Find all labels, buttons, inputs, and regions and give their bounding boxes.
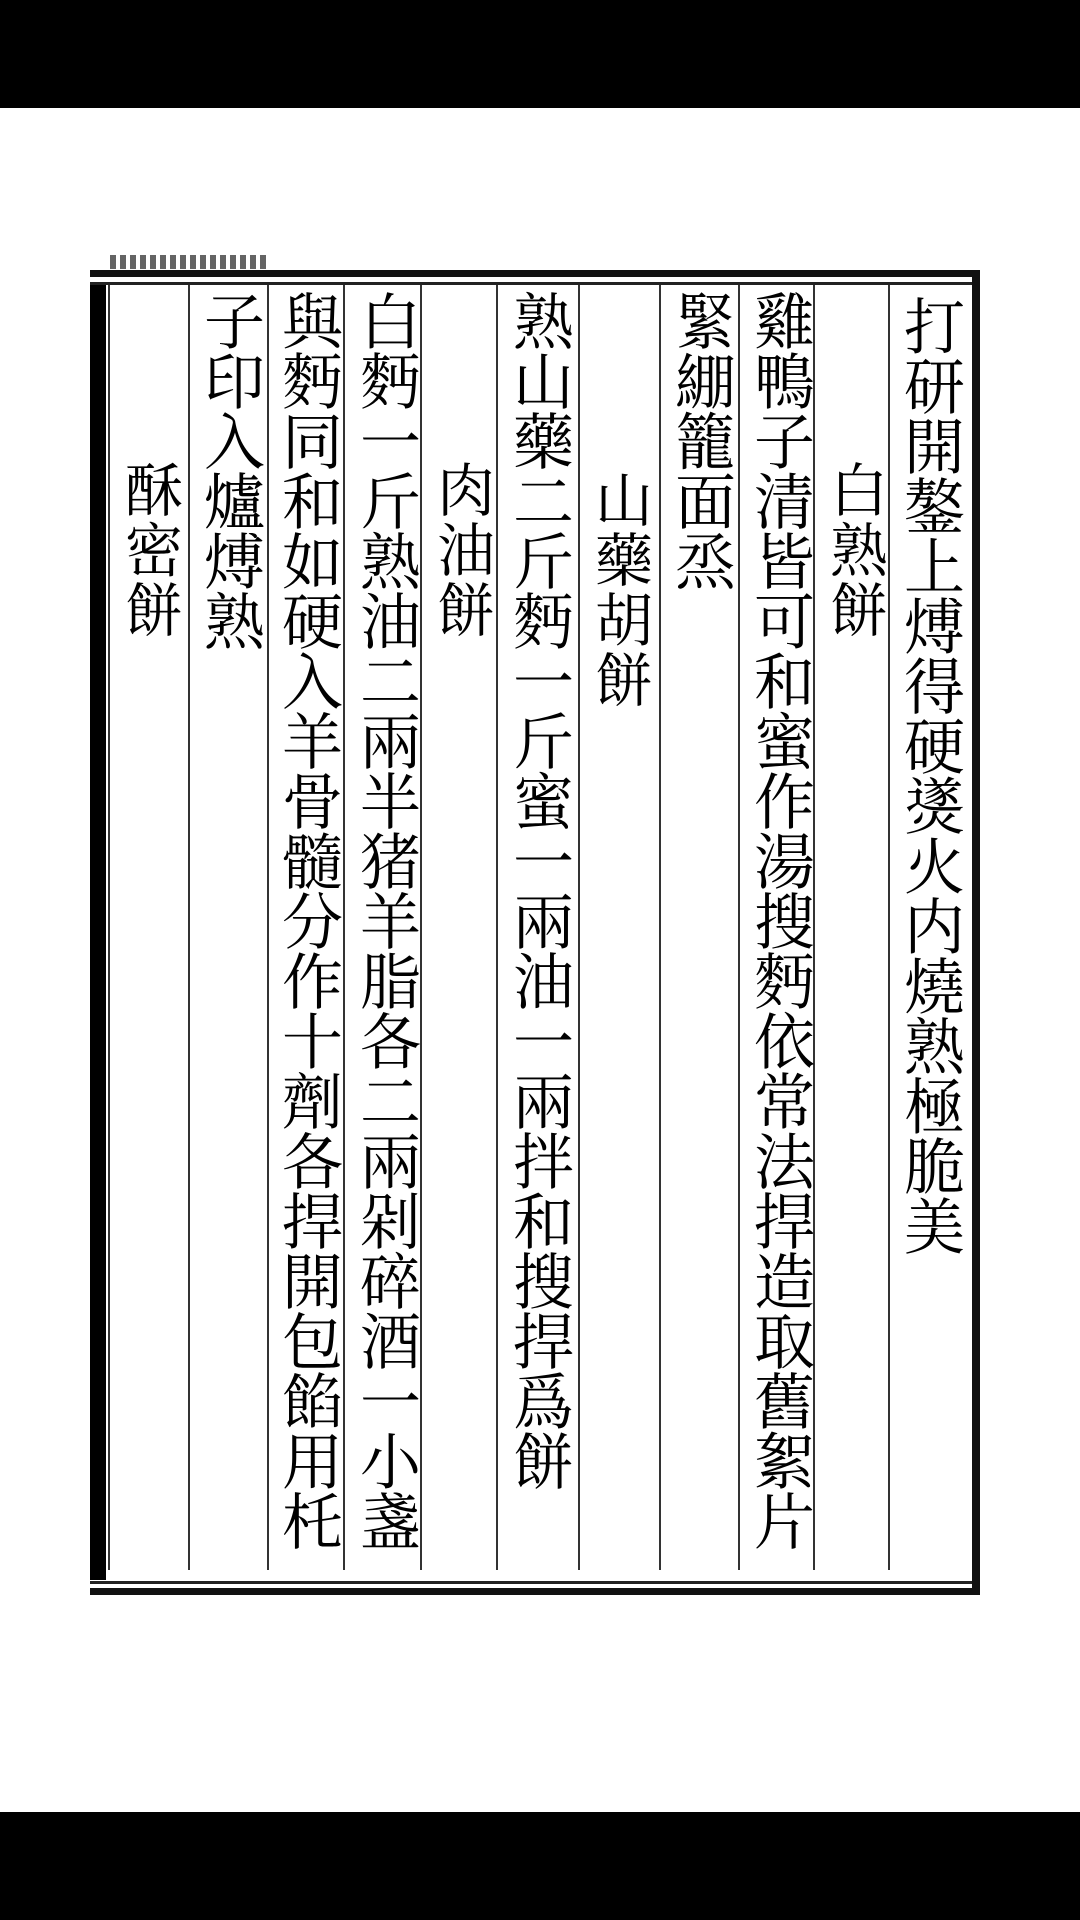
- frame-top-rule: [90, 270, 980, 277]
- scan-noise: [110, 255, 270, 269]
- column-divider: [108, 285, 110, 1570]
- text-column-8: 白麪一斤熟油二兩半猪羊脂各二兩剁碎酒一小盞: [350, 290, 421, 1550]
- frame-bottom-inner-rule: [90, 1581, 980, 1584]
- column-divider: [738, 285, 740, 1570]
- frame-bottom-rule: [90, 1588, 980, 1595]
- frame-top-inner-rule: [90, 282, 980, 285]
- text-column-6: 熟山藥二斤麪一斤蜜一兩油一兩拌和搜捍爲餅: [503, 290, 574, 1490]
- text-column-10: 子印入爐煿熟: [194, 290, 265, 650]
- text-column-3: 雞鴨子清皆可和蜜作湯搜麪依常法捍造取舊絮片: [744, 290, 815, 1550]
- heading-shan-yao-hu-bing: 山藥胡餅: [585, 470, 653, 710]
- heading-rou-you-bing: 肉油餅: [427, 460, 495, 640]
- frame-left-rule: [90, 285, 106, 1580]
- column-divider: [343, 285, 345, 1570]
- text-column-9: 與麪同和如硬入羊骨髓分作十劑各捍開包餡用杔: [272, 290, 343, 1550]
- top-black-bar: [0, 0, 1080, 108]
- column-divider: [188, 285, 190, 1570]
- bottom-black-bar: [0, 1812, 1080, 1920]
- frame-right-rule: [972, 270, 980, 1595]
- text-column-1: 打研開鏊上煿得硬㸂火内燒熟極脆美: [894, 295, 965, 1255]
- column-divider: [578, 285, 580, 1570]
- column-divider: [659, 285, 661, 1570]
- text-column-4: 緊綳籠面烝: [665, 290, 736, 590]
- heading-su-mi-bing: 酥密餅: [115, 460, 183, 640]
- column-divider: [267, 285, 269, 1570]
- heading-bai-shu-bing: 白熟餅: [820, 460, 888, 640]
